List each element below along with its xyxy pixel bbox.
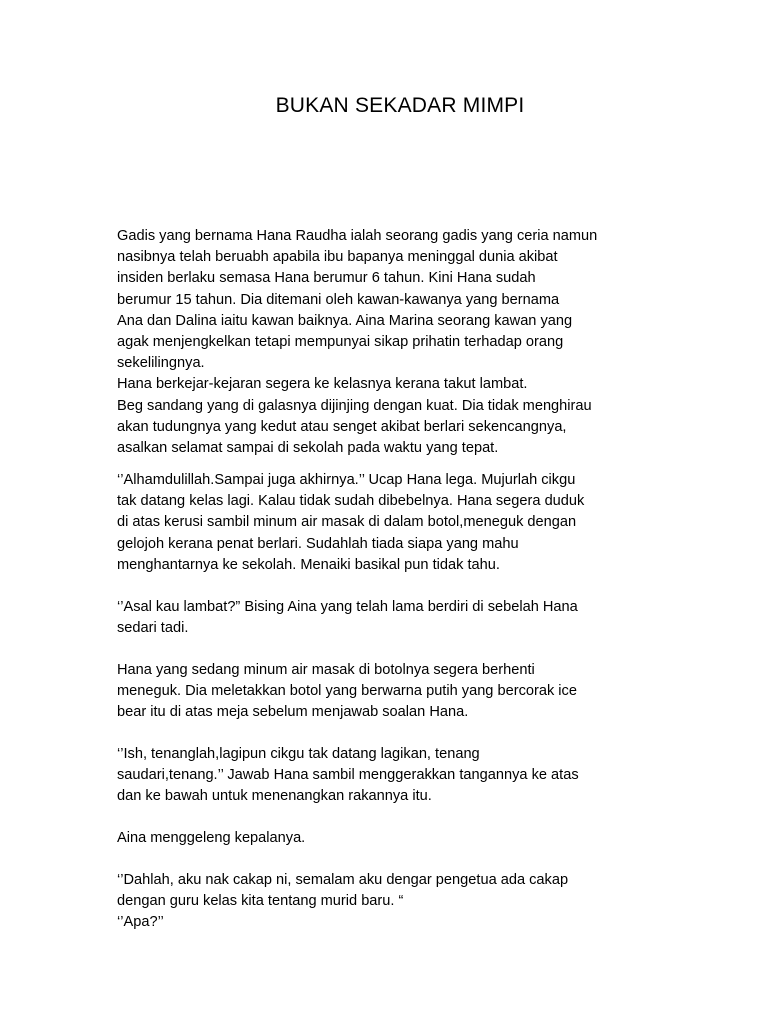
text-line: dengan guru kelas kita tentang murid baru. “ xyxy=(117,893,404,910)
text-line: gelojoh kerana penat berlari. Sudahlah tiada siapa yang mahu xyxy=(117,535,519,552)
text-line: ‘’Dahlah, aku nak cakap ni, semalam aku dengar pengetua ada cakap xyxy=(117,872,569,888)
text-line: Hana yang sedang minum air masak di botolnya segera berhenti xyxy=(117,662,535,678)
text-line: asalkan selamat sampai di sekolah pada waktu yang tepat. xyxy=(117,439,499,456)
text-line: menghantarnya ke sekolah. Menaiki basikal pun tidak tahu. xyxy=(117,556,500,573)
text-line: sedari tadi. xyxy=(117,620,189,637)
paragraph-6 xyxy=(117,828,677,849)
text-line: agak menjengkelkan tetapi mempunyai sikap prihatin terhadap orang xyxy=(117,333,564,350)
document-title: BUKAN SEKADAR MIMPI xyxy=(275,94,525,117)
text-line: di atas kerusi sambil minum air masak di dalam botol,meneguk dengan xyxy=(117,514,577,531)
text-line: Aina menggeleng kepalanya. xyxy=(117,830,306,846)
text-line: saudari,tenang.’’ Jawab Hana sambil menggerakkan tangannya ke atas xyxy=(117,767,579,784)
text-line: meneguk. Dia meletakkan botol yang berwarna putih yang bercorak ice xyxy=(117,683,577,700)
text-line: tak datang kelas lagi. Kalau tidak sudah dibebelnya. Hana segera duduk xyxy=(117,493,585,510)
text-line: berumur 15 tahun. Dia ditemani oleh kawan-kawanya yang bernama xyxy=(117,291,560,308)
paragraph-4 xyxy=(117,660,677,724)
text-line: akan tudungnya yang kedut atau senget akibat berlari sekencangnya, xyxy=(117,418,567,435)
text-line: bear itu di atas meja sebelum menjawab soalan Hana. xyxy=(117,704,469,721)
text-line: ‘’Alhamdulillah.Sampai juga akhirnya.’’ Ucap Hana lega. Mujurlah cikgu xyxy=(117,472,576,488)
text-line: dan ke bawah untuk menenangkan rakannya itu. xyxy=(117,788,432,805)
text-line: Gadis yang bernama Hana Raudha ialah seorang gadis yang ceria namun xyxy=(117,228,598,244)
text-line: Beg sandang yang di galasnya dijinjing dengan kuat. Dia tidak menghirau xyxy=(117,397,592,414)
text-line: sekelilingnya. xyxy=(117,355,205,372)
text-line: insiden berlaku semasa Hana berumur 6 tahun. Kini Hana sudah xyxy=(117,270,536,287)
text-line: ‘’Apa?’’ xyxy=(117,914,164,931)
text-line: ‘’Asal kau lambat?” Bising Aina yang telah lama berdiri di sebelah Hana xyxy=(117,599,578,615)
text-line: Ana dan Dalina iaitu kawan baiknya. Aina Marina seorang kawan yang xyxy=(117,312,573,329)
paragraph-3 xyxy=(117,597,677,639)
paragraph-5 xyxy=(117,744,677,808)
paragraph-2 xyxy=(117,470,677,576)
text-line: ‘’Ish, tenanglah,lagipun cikgu tak datang lagikan, tenang xyxy=(117,746,480,762)
paragraph-1 xyxy=(117,226,677,459)
text-line: Hana berkejar-kejaran segera ke kelasnya kerana takut lambat. xyxy=(117,376,528,393)
text-line: nasibnya telah beruabh apabila ibu bapanya meninggal dunia akibat xyxy=(117,249,558,266)
paragraph-7 xyxy=(117,870,677,934)
